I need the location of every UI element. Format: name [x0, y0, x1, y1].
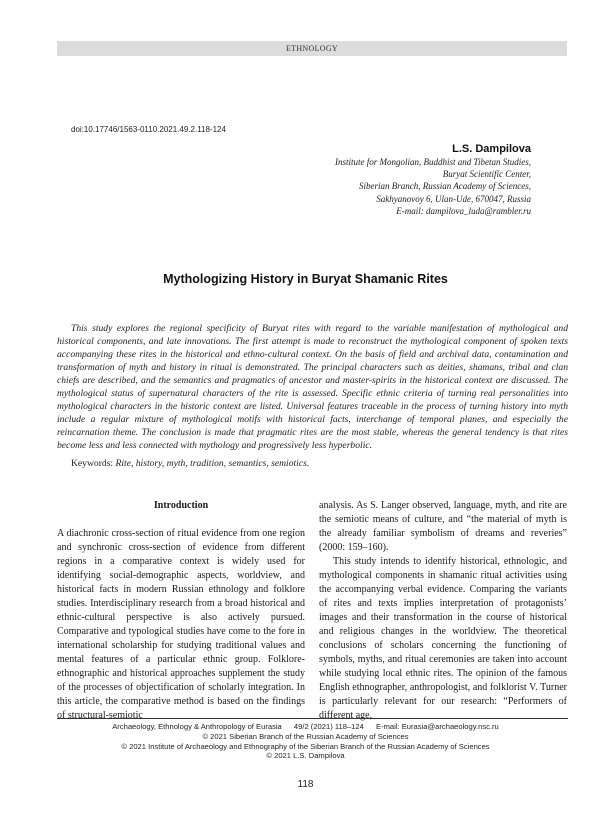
abstract: This study explores the regional specificity of Buryat rites with regard to the variable manifestation of mythological and historical components, and late innovations. The first attempt is made to reconstruct the mythological component of spoken texts accompanying these rites in the historical and ethno-cultural context. On the basis of field and archival data, contamination and transformation of myth and history in ritual is demonstrated. The principal characters such as deities, shamans, tribal and clan chiefs are described, and the semantics and pragmatics of ancestor and master-spirits in the historical context are discussed. The mythological status of supernatural characters of the rite is assessed. Specific ethnic criteria of turning real personalities into mythological characters in the historic context are listed. Universal features traceable in the process of turning history into myth include a regular mixture of mythological motifs with historical facts, interchange of temporal planes, and especially the reincarnation theme. The conclusion is made that pragmatic rites are the most stable, whereas the general tendency is that rites become less and less connected with mythology and progressively less hyperbolic.	[57, 323, 568, 452]
section-heading-introduction: Introduction	[153, 500, 209, 511]
author-name: L.S. Dampilova	[452, 143, 531, 155]
journal-name: Archaeology, Ethnology & Anthropology of Eurasia	[112, 722, 282, 731]
keywords	[71, 458, 309, 469]
body-paragraph: A diachronic cross-section of ritual evidence from one region and synchronic cross-section of evidence from different regions in a comparative context is widely used for identifying social-demographic aspects, worldview, and historical facts in modern Russian ethnology and folklore studies. Interdisciplinary research from a broad historical and ethnic-cultural perspective is also actively pursued. Comparative and typological studies have come to the fore in international scholarship for studying traditional values and mental features of a particular ethnic group. Folklore-ethnographic and historical approaches supplement the study of the processes of objectification of scholarly integration. In this article, the comparative method is based on the findings of structural-semiotic	[57, 528, 305, 721]
journal-issue: 49/2 (2021) 118–124	[293, 722, 364, 731]
affiliation-line: Institute for Mongolian, Buddhist and Tibetan Studies,	[334, 157, 531, 167]
body-left-column	[57, 499, 305, 723]
keywords-label: Keywords:	[71, 458, 114, 469]
affiliation-line: Buryat Scientific Center,	[442, 169, 531, 180]
doi-line: doi:10.17746/1563-0110.2021.49.2.118-124	[71, 125, 226, 134]
copyright-line: © 2021 Institute of Archaeology and Ethnography of the Siberian Branch of the Russian Academy of Sciences	[121, 741, 490, 751]
journal-email: E-mail: Eurasia@archaeology.nsc.ru	[375, 722, 499, 731]
affiliation-line: Siberian Branch, Russian Academy of Sciences,	[358, 181, 531, 192]
body-right-column	[319, 499, 567, 723]
section-label: ETHNOLOGY	[285, 44, 339, 53]
page-number: 118	[297, 779, 314, 790]
paper-title: Mythologizing History in Buryat Shamanic Rites	[163, 272, 448, 286]
keywords-values: Rite, history, myth, tradition, semantics, semiotics.	[115, 458, 310, 469]
body-paragraph: This study intends to identify historical, ethnologic, and mythological components in shamanic ritual activities using the accompanying verbal evidence. Comparing the variants of rites and texts implies interpretation of protagonists’ images and their transformation in the course of historical and religious changes in the worldview. The theoretical conclusions of scholars concerning the functioning of symbols, myths, and ritual ceremonies are taken into account while studying local ethnic rites. The opinion of the famous English ethnographer, anthropologist, and folklorist V. Turner is particularly relevant for our research: “Performers of different age,	[319, 556, 567, 721]
author-email: E-mail: dampilova_luda@rambler.ru	[396, 205, 531, 216]
body-paragraph: analysis. As S. Langer observed, language, myth, and rite are the semiotic means of culture, and “the material of myth is the already familiar symbolism of dreams and reveries” (2000: 159–160).	[319, 500, 567, 553]
footer	[0, 722, 611, 761]
copyright-line: © 2021 L.S. Dampilova	[266, 751, 345, 761]
affiliation-line: Sakhyanovoy 6, Ulan-Ude, 670047, Russia	[376, 193, 531, 204]
section-header-bar	[57, 41, 567, 56]
copyright-line: © 2021 Siberian Branch of the Russian Academy of Sciences	[202, 731, 409, 741]
footer-journal-line	[0, 722, 611, 732]
footer-divider	[57, 718, 568, 719]
author-block	[335, 142, 531, 217]
